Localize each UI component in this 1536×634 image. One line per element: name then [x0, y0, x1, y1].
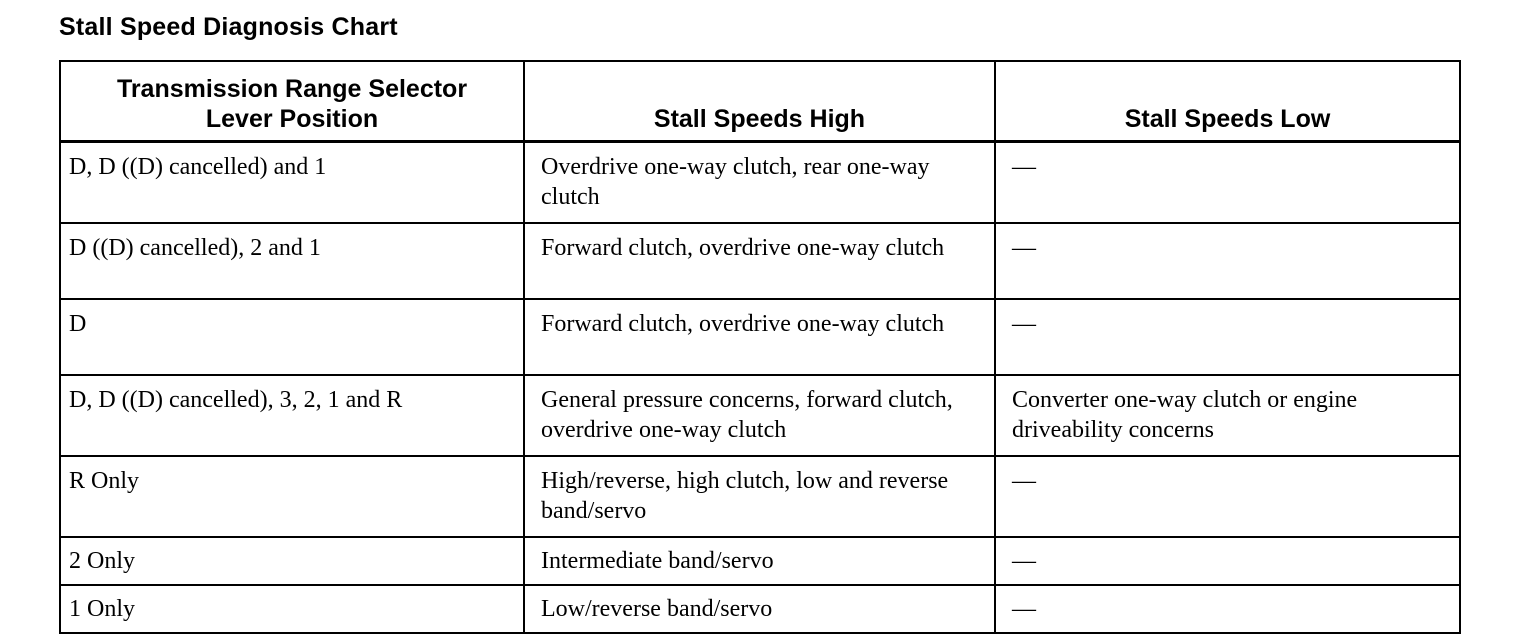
table-row	[60, 375, 1460, 456]
table-row	[60, 223, 1460, 299]
header-lever-position-line2: Lever Position	[205, 105, 379, 133]
header-lever-position-line1: Transmission Range Selector	[116, 75, 468, 103]
table-row	[60, 537, 1460, 585]
stall-speed-table	[59, 60, 1461, 634]
cell-stall-high: Forward clutch, overdrive one-way clutch	[524, 223, 995, 299]
page-title: Stall Speed Diagnosis Chart	[59, 13, 398, 41]
cell-stall-low: —	[995, 456, 1460, 537]
header-lever-position	[60, 61, 524, 142]
table-row	[60, 142, 1460, 224]
cell-stall-high: High/reverse, high clutch, low and reverse band/servo	[524, 456, 995, 537]
cell-stall-low: —	[995, 223, 1460, 299]
cell-stall-high: Overdrive one-way clutch, rear one-way clutch	[524, 142, 995, 224]
table-row	[60, 456, 1460, 537]
table-header-row	[60, 61, 1460, 142]
cell-stall-low: Converter one-way clutch or engine driveability concerns	[995, 375, 1460, 456]
cell-lever-position: D ((D) cancelled), 2 and 1	[60, 223, 524, 299]
cell-stall-high: Low/reverse band/servo	[524, 585, 995, 633]
cell-lever-position: R Only	[60, 456, 524, 537]
cell-stall-high: General pressure concerns, forward clutch, overdrive one-way clutch	[524, 375, 995, 456]
cell-stall-low: —	[995, 299, 1460, 375]
cell-stall-low: —	[995, 537, 1460, 585]
table-row	[60, 299, 1460, 375]
header-stall-speeds-low: Stall Speeds Low	[995, 61, 1460, 142]
header-stall-speeds-high: Stall Speeds High	[524, 61, 995, 142]
cell-stall-high: Forward clutch, overdrive one-way clutch	[524, 299, 995, 375]
table-row	[60, 585, 1460, 633]
cell-stall-low: —	[995, 142, 1460, 224]
cell-stall-high: Intermediate band/servo	[524, 537, 995, 585]
cell-lever-position: 2 Only	[60, 537, 524, 585]
cell-lever-position: D, D ((D) cancelled), 3, 2, 1 and R	[60, 375, 524, 456]
cell-lever-position: D	[60, 299, 524, 375]
cell-lever-position: D, D ((D) cancelled) and 1	[60, 142, 524, 224]
cell-stall-low: —	[995, 585, 1460, 633]
cell-lever-position: 1 Only	[60, 585, 524, 633]
